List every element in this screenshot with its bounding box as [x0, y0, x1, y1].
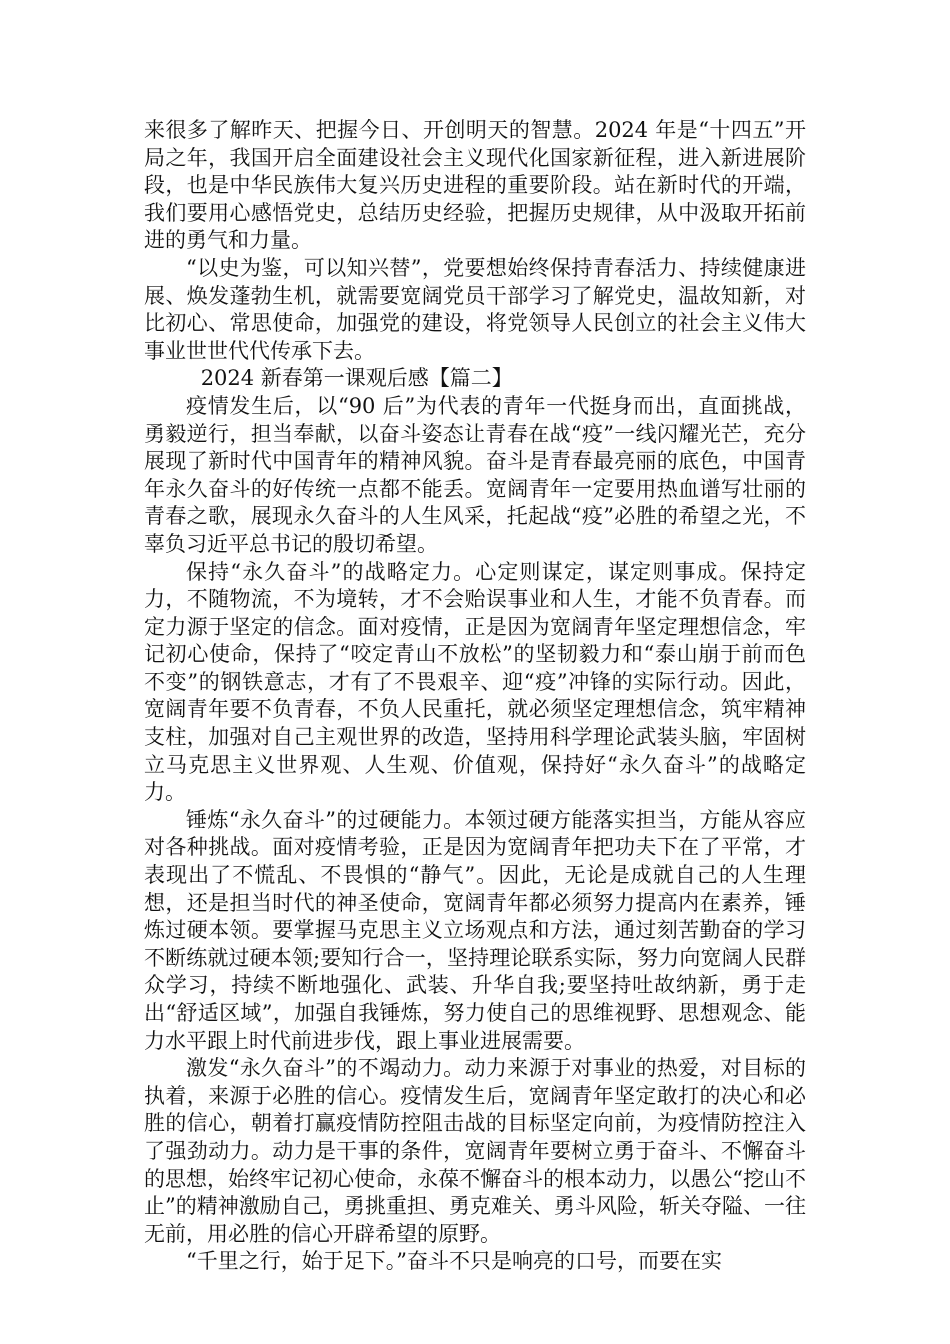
paragraph: 锤炼“永久奋斗”的过硬能力。本领过硬方能落实担当，方能从容应对各种挑战。面对疫情考验，正是因为宽阔青年把功夫下在了平常，才表现出了不慌乱、不畏惧的“静气”。因此，无论是成就自己的人生理想，还是担当时代的神圣使命，宽阔青年都必须努力提高内在素养，锤炼过硬本领。要掌握马克思主义立场观点和方法，通过刻苦勤奋的学习不断练就过硬本领;要知行合一，坚持理论联系实际，努力向宽阔人民群众学习，持续不断地强化、武装、升华自我;要坚持吐故纳新，勇于走出“舒适区域”，加强自我锤炼，努力使自己的思维视野、思想观念、能力水平跟上时代前进步伐，跟上事业进展需要。	[144, 807, 806, 1053]
paragraph: “以史为鉴，可以知兴替”，党要想始终保持青春活力、持续健康进展、焕发蓬勃生机，就需要宽阔党员干部学习了解党史，温故知新，对比初心、常思使命，加强党的建设，将党领导人民创立的社会主义伟大事业世世代代传承下去。	[144, 255, 806, 363]
paragraph: 疫情发生后，以“90 后”为代表的青年一代挺身而出，直面挑战，勇毅逆行，担当奉献，以奋斗姿态让青春在战“疫”一线闪耀光芒，充分展现了新时代中国青年的精神风貌。奋斗是青春最亮丽的底色，中国青年永久奋斗的好传统一点都不能丢。宽阔青年一定要用热血谱写壮丽的青春之歌，展现永久奋斗的人生风采，托起战“疫”必胜的希望之光，不辜负习近平总书记的殷切希望。	[144, 393, 806, 556]
document-body	[144, 117, 806, 1276]
paragraph-continuation: 来很多了解昨天、把握今日、开创明天的智慧。2024 年是“十四五”开局之年，我国开启全面建设社会主义现代化国家新征程，进入新进展阶段，也是中华民族伟大复兴历史进程的重要阶段。站在新时代的开端，我们要用心感悟党史，总结历史经验，把握历史规律，从中汲取开拓前进的勇气和力量。	[144, 118, 806, 253]
paragraph: “千里之行，始于足下。”奋斗不只是响亮的口号，而要在实	[186, 1249, 722, 1274]
section-heading: 2024 新春第一课观后感【篇二】	[200, 366, 513, 391]
paragraph: 保持“永久奋斗”的战略定力。心定则谋定，谋定则事成。保持定力，不随物流，不为境转，才不会贻误事业和人生，才能不负青春。而定力源于坚定的信念。面对疫情，正是因为宽阔青年坚定理想信念，牢记初心使命，保持了“咬定青山不放松”的坚韧毅力和“泰山崩于前而色不变”的钢铁意志，才有了不畏艰辛、迎“疫”冲锋的实际行动。因此，宽阔青年要不负青春，不负人民重托，就必须坚定理想信念，筑牢精神支柱，加强对自己主观世界的改造，坚持用科学理论武装头脑，牢固树立马克思主义世界观、人生观、价值观，保持好“永久奋斗”的战略定力。	[144, 559, 806, 805]
paragraph: 激发“永久奋斗”的不竭动力。动力来源于对事业的热爱，对目标的执着，来源于必胜的信心。疫情发生后，宽阔青年坚定敢打的决心和必胜的信心，朝着打赢疫情防控阻击战的目标坚定向前，为疫情防控注入了强劲动力。动力是干事的条件，宽阔青年要树立勇于奋斗、不懈奋斗的思想，始终牢记初心使命，永葆不懈奋斗的根本动力，以愚公“挖山不止”的精神激励自己，勇挑重担、勇克难关、勇斗风险，斩关夺隘、一往无前，用必胜的信心开辟希望的原野。	[144, 1056, 806, 1246]
